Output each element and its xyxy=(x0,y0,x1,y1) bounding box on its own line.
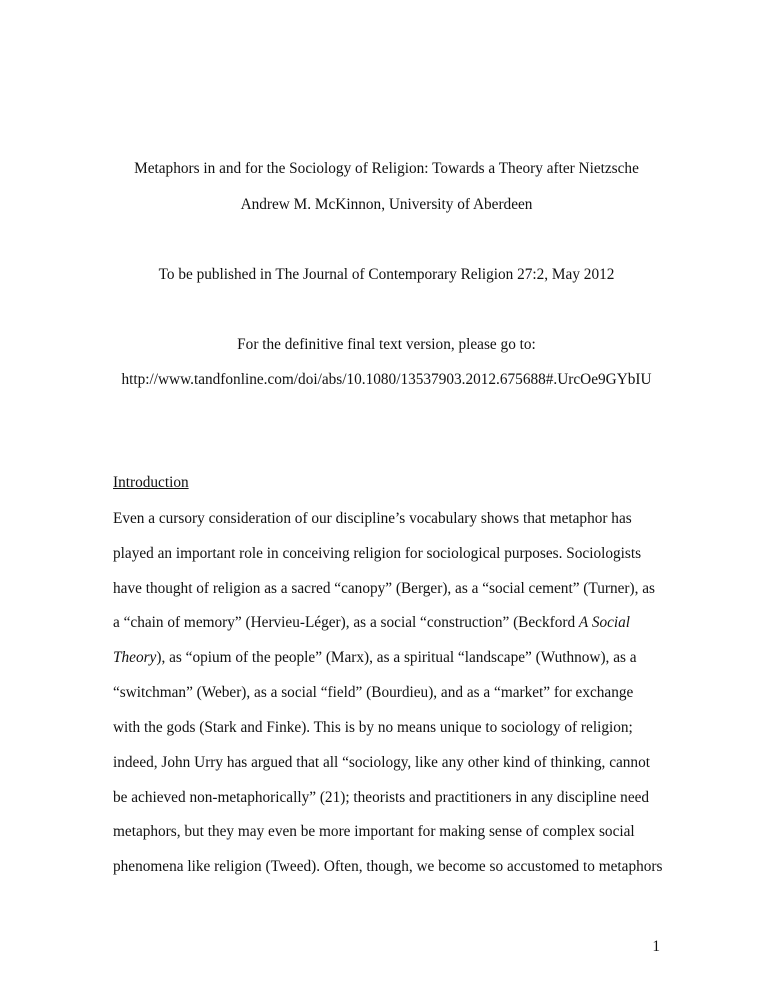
line-text: ), as “opium of the people” (Marx), as a spiritual “landscape” (Wuthnow), as a xyxy=(156,649,637,666)
publication-note: To be published in The Journal of Contemporary Religion 27:2, May 2012 xyxy=(158,266,615,283)
paragraph-line: phenomena like religion (Tweed). Often, though, we become so accustomed to metaphors xyxy=(113,858,663,875)
paragraph-line: with the gods (Stark and Finke). This is by no means unique to sociology of religion; xyxy=(113,719,633,736)
paragraph-line: “switchman” (Weber), as a social “field” (Bourdieu), and as a “market” for exchange xyxy=(113,684,634,701)
definitive-version-note: For the definitive final text version, please go to: xyxy=(237,336,536,353)
section-heading: Introduction xyxy=(113,474,189,491)
paragraph-line: indeed, John Urry has argued that all “sociology, like any other kind of thinking, cannot xyxy=(113,754,650,771)
paragraph-line: played an important role in conceiving religion for sociological purposes. Sociologists xyxy=(113,545,642,562)
paragraph-line: be achieved non-metaphorically” (21); theorists and practitioners in any discipline need xyxy=(113,789,650,806)
italic-title: Theory xyxy=(113,649,157,666)
paragraph-line: metaphors, but they may even be more important for making sense of complex social xyxy=(113,823,635,840)
paragraph-line xyxy=(113,614,630,632)
italic-title: A Social xyxy=(578,614,631,631)
page-number: 1 xyxy=(652,938,660,955)
doi-url: http://www.tandfonline.com/doi/abs/10.1080/13537903.2012.675688#.UrcOe9GYbIU xyxy=(121,371,652,388)
paragraph-line: have thought of religion as a sacred “canopy” (Berger), as a “social cement” (Turner), as xyxy=(113,580,655,597)
paragraph-line xyxy=(113,649,637,667)
author-line: Andrew M. McKinnon, University of Aberdeen xyxy=(240,196,533,213)
line-text: a “chain of memory” (Hervieu-Léger), as a social “construction” (Beckford xyxy=(113,614,579,631)
paper-title: Metaphors in and for the Sociology of Religion: Towards a Theory after Nietzsche xyxy=(134,160,639,177)
paragraph-line: Even a cursory consideration of our discipline’s vocabulary shows that metaphor has xyxy=(113,510,632,527)
